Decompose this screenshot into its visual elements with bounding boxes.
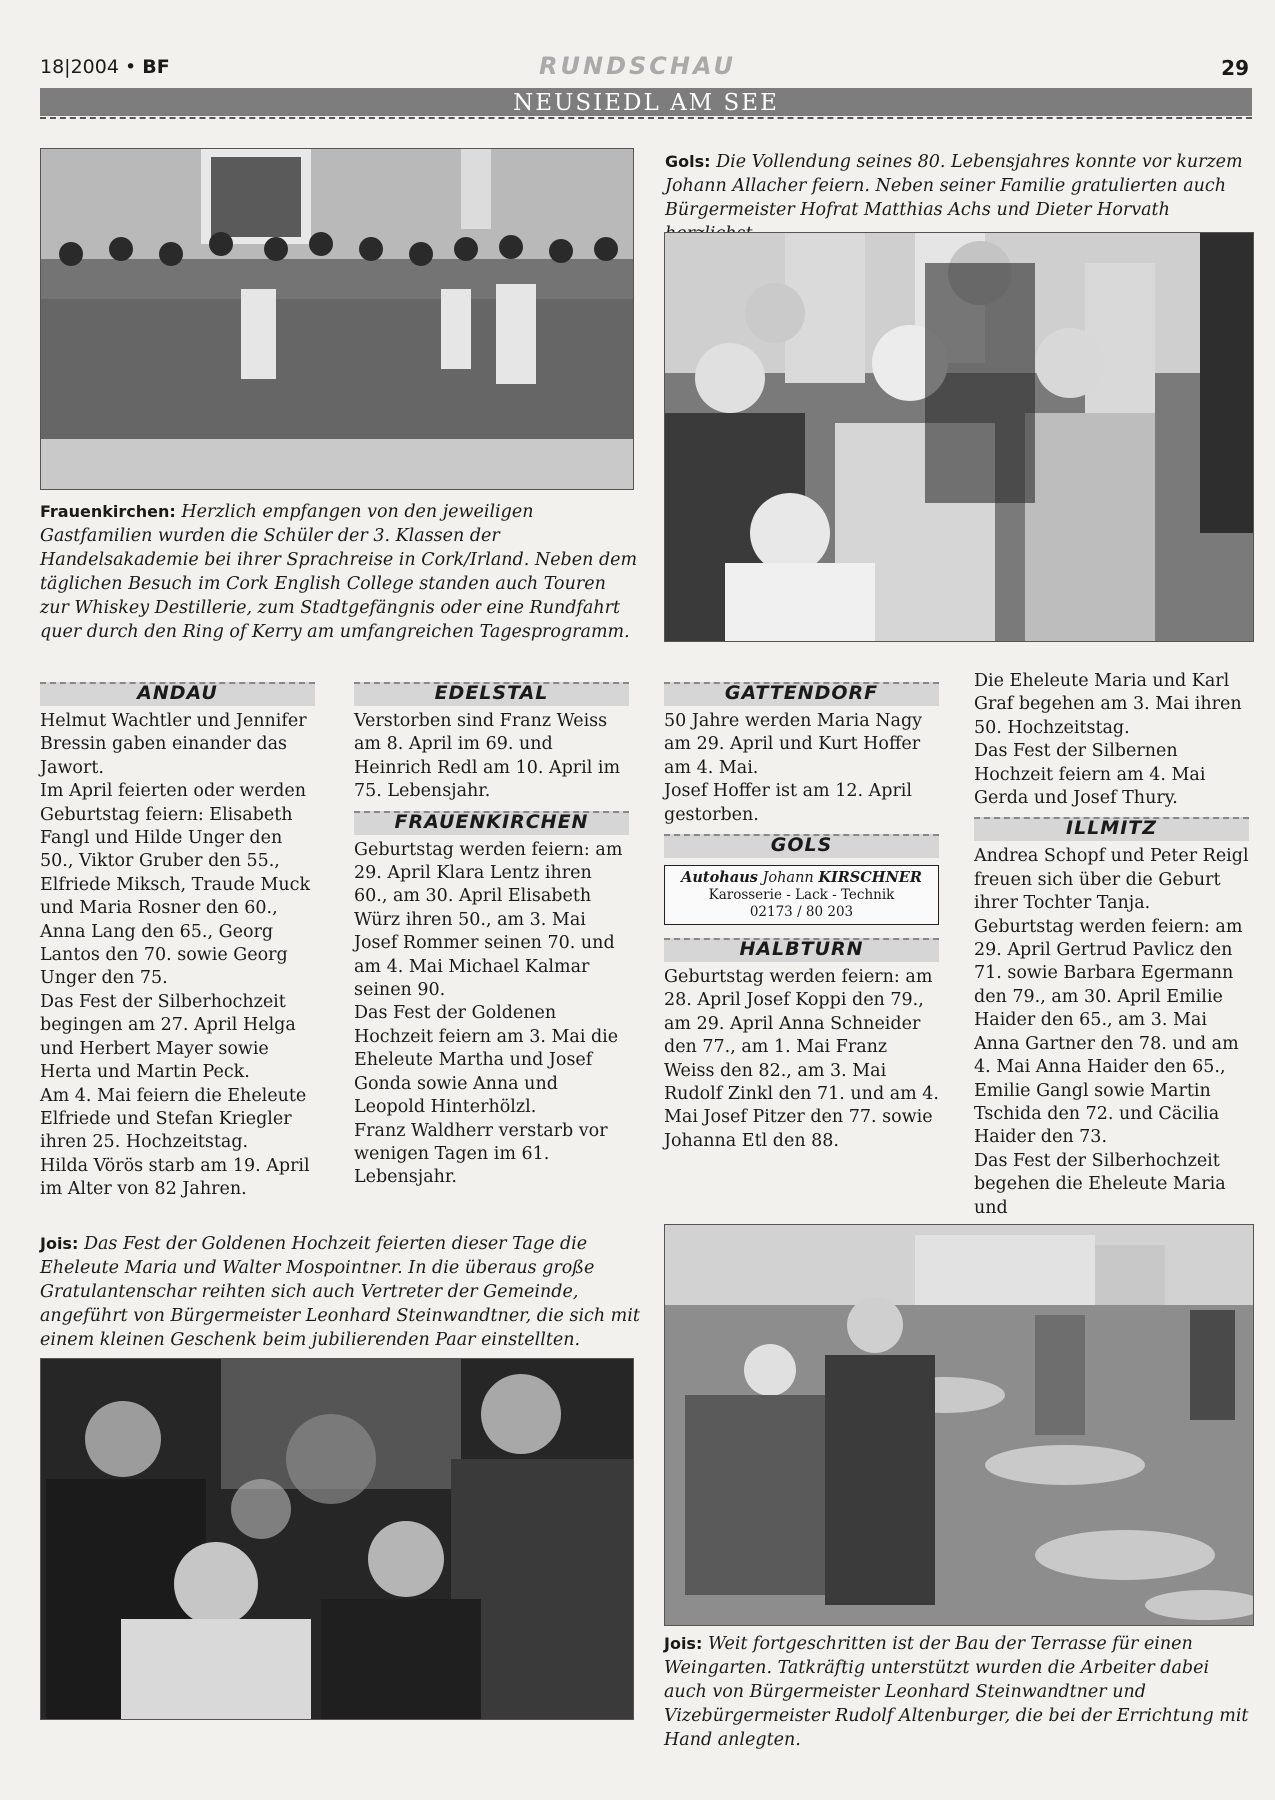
paragraph: Die Eheleute Maria und Karl Graf begehen am 3. Mai ihren 50. Hochzeitstag. [974, 671, 1242, 738]
section-head-edelstal [354, 677, 629, 707]
photo-birthday-family [664, 232, 1254, 642]
section-title: GATTENDORF [724, 682, 879, 704]
photo-terrace-construction [664, 1224, 1254, 1626]
caption-text: Das Fest der Goldenen Hochzeit feierten dieser Tage die Eheleute Maria und Walter Mospointner. In die überaus große Gratulantenschar reihten sich auch Vertreter der Gemeinde, angeführt von Bürgermeister Leonhard Steinwandtner, die sich mit einem kleinen Geschenk beim jubilierenden Paar einstellten. [40, 1234, 640, 1350]
section-title: GOLS [770, 834, 833, 857]
paragraph: Das Fest der Silberhochzeit begehen die Eheleute Maria und [974, 1150, 1226, 1218]
section-title: RUNDSCHAU [539, 52, 736, 80]
column-edelstal [354, 675, 629, 1190]
ad-line-1 [665, 869, 938, 887]
section-head-andau [40, 677, 315, 707]
paragraph: Das Fest der Silberhochzeit begingen am 27. April Helga und Herbert Mayer sowie Herta und Martin Peck. [40, 991, 296, 1083]
caption-text: Weit fortgeschritten ist der Bau der Terrasse für einen Weingarten. Tatkräftig unterstützt wurden die Arbeiter dabei auch von Bürgermeister Leonhard Steinwandtner und Vizebürgermeister Rudolf Altenburger, die bei der Errichtung mit Hand anlegten. [664, 1634, 1249, 1750]
caption-jois-wedding [40, 1232, 640, 1352]
paragraph: Josef Hoffer ist am 12. April gestorben. [664, 781, 912, 825]
column-illmitz [974, 670, 1249, 1220]
photo-golden-wedding [40, 1358, 634, 1720]
ad-line-3: 02173 / 80 203 [749, 904, 854, 921]
caption-lead: Gols: [665, 152, 711, 171]
section-head-illmitz [974, 812, 1249, 842]
paragraph: Das Fest der Goldenen Hochzeit feiern am 3. Mai die Eheleute Martha und Josef Gonda sowie Anna und Leopold Hinterhölzl. [354, 1003, 619, 1118]
column-gattendorf [664, 675, 939, 1153]
section-head-frauenkirchen [354, 806, 629, 836]
paragraph: Helmut Wachtler und Jennifer Bressin gaben einander das Jawort. [40, 711, 307, 778]
paragraph: Das Fest der Silbernen Hochzeit feiern am 4. Mai Gerda und Josef Thury. [974, 741, 1206, 809]
paragraph: Geburtstag werden feiern: am 29. April Gertrud Pavlicz den 71. sowie Barbara Egermann den 79., am 30. April Emilie Haider den 65., am 3. Mai Anna Gartner den 78. und am 4. Mai Anna Haider den 65., Emilie Gangl sowie Martin Tschida den 72. und Cäcilia Haider den 73. [974, 916, 1243, 1148]
paragraph: Geburtstag werden feiern: am 28. April Josef Koppi den 79., am 29. April Anna Schneider den 77., am 1. Mai Franz Weiss den 82., am 3. Mai Rudolf Zinkl den 71. und am 4. Mai Josef Pitzer den 77. sowie Johanna Etl den 88. [664, 967, 939, 1151]
section-head-halbturn [664, 933, 939, 963]
section-title: ILLMITZ [1066, 817, 1157, 840]
banner-rule [40, 117, 1252, 119]
section-head-gols [664, 829, 939, 859]
section-title: EDELSTAL [434, 682, 549, 704]
caption-lead: Jois: [664, 1634, 703, 1653]
advertisement-kirschner [664, 865, 939, 925]
section-title: HALBTURN [739, 938, 864, 961]
brand-logo: BF [142, 56, 170, 78]
page-number: 29 [1221, 56, 1249, 80]
paragraph: Verstorben sind Franz Weiss am 8. April im 69. und Heinrich Redl am 10. April im 75. Lebensjahr. [354, 711, 621, 802]
caption-frauenkirchen [40, 500, 640, 644]
ad-name: Johann [762, 870, 814, 887]
paragraph: Im April feierten oder werden Geburtstag feiern: Elisabeth Fangl und Hilde Unger den 50., Viktor Gruber den 55., Elfriede Miksch, Traude Muck und Maria Rosner den 60., Anna Lang den 65., Georg Lantos den 70. sowie Georg Unger den 75. [40, 781, 311, 989]
ad-brand: KIRSCHNER [818, 869, 922, 887]
caption-jois-terrace [664, 1632, 1254, 1752]
paragraph: 50 Jahre werden Maria Nagy am 29. April und Kurt Hoffer am 4. Mai. [664, 711, 923, 778]
section-title: FRAUENKIRCHEN [394, 810, 589, 833]
ad-line-2: Karosserie - Lack - Technik [708, 887, 895, 904]
ad-prefix: Autohaus [681, 869, 758, 887]
region-banner: NEUSIEDL AM SEE [40, 88, 1252, 116]
caption-lead: Frauenkirchen: [40, 502, 176, 521]
column-andau [40, 675, 315, 1202]
paragraph: Andrea Schopf und Peter Reigl freuen sich über die Geburt ihrer Tochter Tanja. [974, 846, 1249, 914]
paragraph: Geburtstag werden feiern: am 29. April Klara Lentz ihren 60., am 30. April Elisabeth Würz ihren 50., am 3. Mai Josef Rommer seinen 70. und am 4. Mai Michael Kalmar seinen 90. [354, 839, 623, 1001]
section-title: ANDAU [137, 682, 218, 704]
caption-text: Herzlich empfangen von den jeweiligen Gastfamilien wurden die Schüler der 3. Klassen der Handelsakademie bei ihrer Sprachreise in Cork/Irland. Neben dem täglichen Besuch im Cork English College standen auch Touren zur Whiskey Destillerie, zum Stadtgefängnis oder eine Rundfahrt quer durch den Ring of Kerry am umfangreichen Tagesprogramm. [40, 502, 638, 642]
paragraph: Franz Waldherr verstarb vor wenigen Tagen im 61. Lebensjahr. [354, 1120, 608, 1188]
paragraph: Am 4. Mai feiern die Eheleute Elfriede und Stefan Kriegler ihren 25. Hochzeitstag. [40, 1085, 307, 1153]
paragraph: Hilda Vörös starb am 19. April im Alter von 82 Jahren. [40, 1155, 310, 1200]
photo-students-group [40, 148, 634, 490]
section-head-gattendorf [664, 677, 939, 707]
caption-text: Die Vollendung seines 80. Lebensjahres konnte vor kurzem Johann Allacher feiern. Neben seiner Familie gratulierten auch Bürgermeister Hofrat Matthias Achs und Dieter Horvath [665, 152, 1243, 220]
issue-number: 18|2004 • [40, 56, 137, 78]
caption-lead: Jois: [40, 1234, 79, 1253]
